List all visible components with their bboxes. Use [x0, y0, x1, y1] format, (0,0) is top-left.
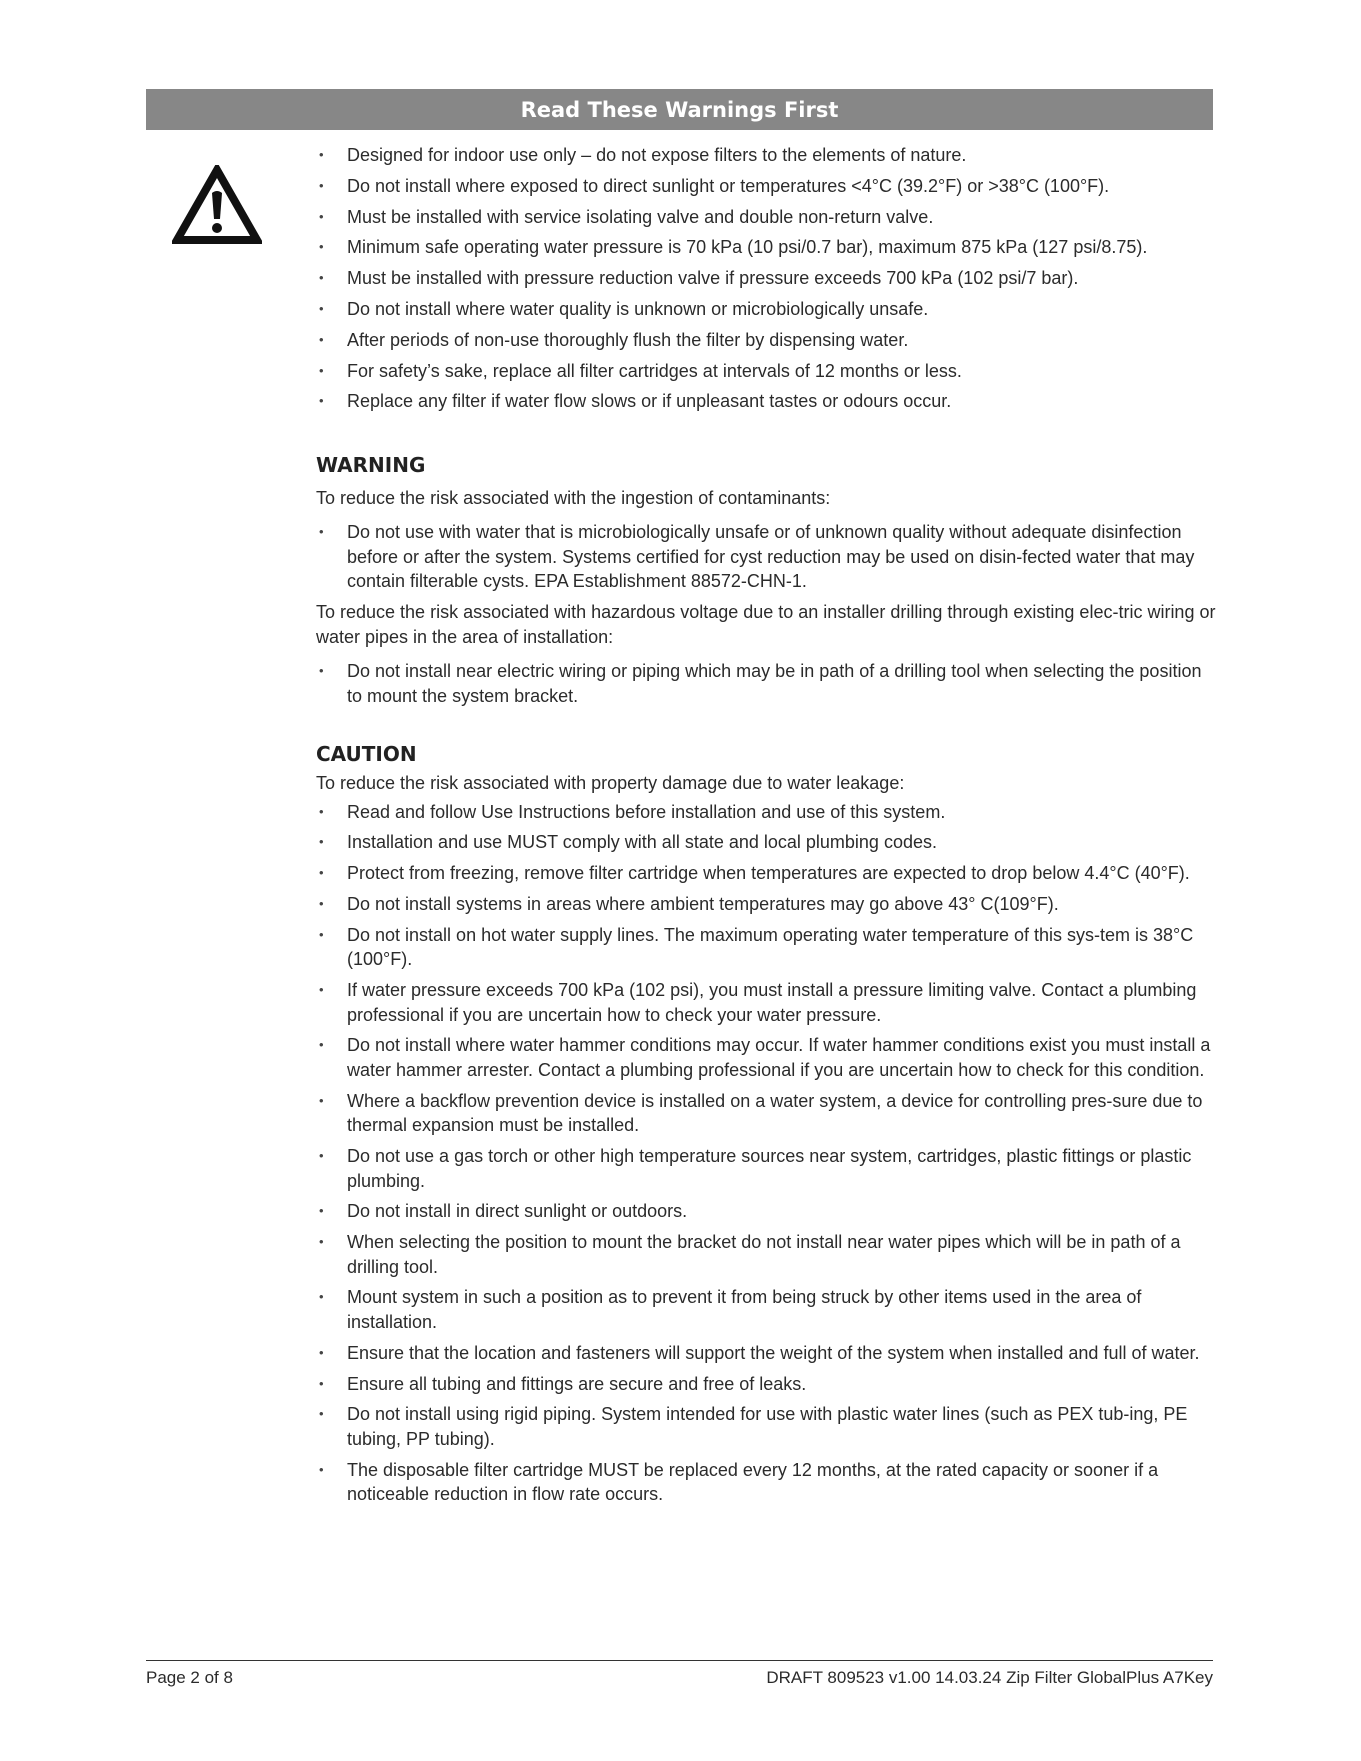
list-item: • Designed for indoor use only – do not expose filters to the elements of nature.	[316, 143, 1216, 168]
list-item: • The disposable filter cartridge MUST be replaced every 12 months, at the rated capacity or sooner if a noticeable reduction in flow rate occurs.	[316, 1458, 1216, 1507]
list-item: • Do not use a gas torch or other high temperature sources near system, cartridges, plastic fittings or plastic plumbing.	[316, 1144, 1216, 1193]
list-item: • Installation and use MUST comply with all state and local plumbing codes.	[316, 830, 1216, 855]
list-item: • Ensure that the location and fasteners will support the weight of the system when installed and full of water.	[316, 1341, 1216, 1366]
warnings-content	[316, 143, 1216, 1513]
caution-heading: CAUTION	[316, 742, 417, 767]
list-item: • After periods of non-use thoroughly flush the filter by dispensing water.	[316, 328, 1216, 353]
list-item: • Do not install near electric wiring or piping which may be in path of a drilling tool when selecting the position to mount the system bracket.	[316, 659, 1216, 708]
warning-voltage-list	[316, 659, 1216, 708]
list-item: • Do not install in direct sunlight or outdoors.	[316, 1199, 1216, 1224]
warning-triangle-icon	[172, 165, 262, 245]
general-warnings-list	[316, 143, 1216, 414]
list-item: • Do not install systems in areas where ambient temperatures may go above 43° C(109°F).	[316, 892, 1216, 917]
section-header-bar	[146, 89, 1213, 130]
list-item: • Do not use with water that is microbiologically unsafe or of unknown quality without adequate disinfection before or after the system. Systems certified for cyst reduction may be used on disin-fected water that may contain filterable cysts. EPA Establishment 88572-CHN-1.	[316, 520, 1216, 594]
list-item: • Minimum safe operating water pressure is 70 kPa (10 psi/0.7 bar), maximum 875 kPa (127 psi/8.75).	[316, 235, 1216, 260]
list-item: • Replace any filter if water flow slows or if unpleasant tastes or odours occur.	[316, 389, 1216, 414]
list-item: • Do not install where water quality is unknown or microbiologically unsafe.	[316, 297, 1216, 322]
list-item: • Do not install using rigid piping. System intended for use with plastic water lines (such as PEX tub-ing, PE tubing, PP tubing).	[316, 1402, 1216, 1451]
list-item: • Ensure all tubing and fittings are secure and free of leaks.	[316, 1372, 1216, 1397]
footer-divider	[146, 1660, 1213, 1661]
list-item: • Must be installed with service isolating valve and double non-return valve.	[316, 205, 1216, 230]
list-item: • Where a backflow prevention device is installed on a water system, a device for controlling pres-sure due to thermal expansion must be installed.	[316, 1089, 1216, 1138]
warning-voltage-intro: To reduce the risk associated with hazardous voltage due to an installer drilling through existing elec-tric wiring or water pipes in the area of installation:	[316, 602, 1216, 647]
section-title: Read These Warnings First	[520, 97, 839, 122]
warning-heading: WARNING	[316, 452, 426, 477]
page-number: Page 2 of 8	[146, 1668, 233, 1687]
list-item: • Read and follow Use Instructions before installation and use of this system.	[316, 800, 1216, 825]
document-id: DRAFT 809523 v1.00 14.03.24 Zip Filter GlobalPlus A7Key	[766, 1668, 1213, 1687]
warning-contaminants-list	[316, 520, 1216, 594]
caution-list	[316, 800, 1216, 1507]
list-item: • Do not install where water hammer conditions may occur. If water hammer conditions exist you must install a water hammer arrester. Contact a plumbing professional if you are uncertain how to check for this condition.	[316, 1033, 1216, 1082]
list-item: • Must be installed with pressure reduction valve if pressure exceeds 700 kPa (102 psi/7 bar).	[316, 266, 1216, 291]
caution-intro: To reduce the risk associated with property damage due to water leakage:	[316, 773, 905, 794]
list-item: • Do not install where exposed to direct sunlight or temperatures <4°C (39.2°F) or >38°C (100°F).	[316, 174, 1216, 199]
warning-intro: To reduce the risk associated with the ingestion of contaminants:	[316, 487, 831, 508]
list-item: • Do not install on hot water supply lines. The maximum operating water temperature of this sys-tem is 38°C (100°F).	[316, 923, 1216, 972]
list-item: • Mount system in such a position as to prevent it from being struck by other items used in the area of installation.	[316, 1285, 1216, 1334]
list-item: • When selecting the position to mount the bracket do not install near water pipes which will be in path of a drilling tool.	[316, 1230, 1216, 1279]
list-item: • For safety’s sake, replace all filter cartridges at intervals of 12 months or less.	[316, 359, 1216, 384]
list-item: • Protect from freezing, remove filter cartridge when temperatures are expected to drop below 4.4°C (40°F).	[316, 861, 1216, 886]
list-item: • If water pressure exceeds 700 kPa (102 psi), you must install a pressure limiting valve. Contact a plumbing professional if you are uncertain how to check your water pressure.	[316, 978, 1216, 1027]
